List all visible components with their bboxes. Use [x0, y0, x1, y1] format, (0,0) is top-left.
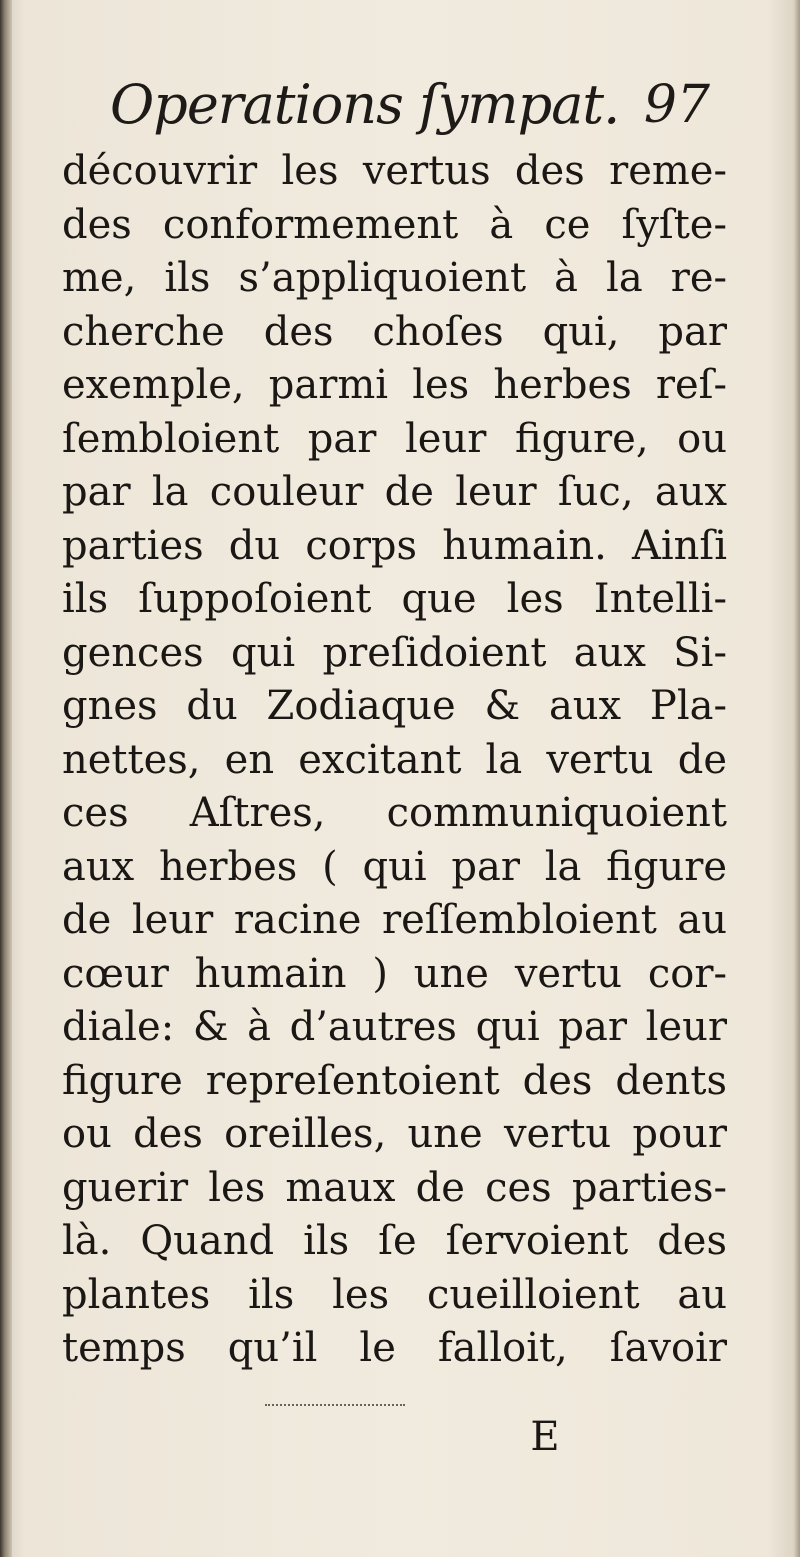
text-line: découvrir les vertus des reme-: [62, 148, 727, 194]
faint-rule: [265, 1404, 405, 1408]
text-line: gences qui preſidoient aux Si-: [62, 629, 727, 676]
text-line: cœur humain ) une vertu cor-: [62, 950, 727, 997]
page-number: 97: [643, 75, 710, 135]
text-line: me, ils s’appliquoient à la re-: [62, 255, 727, 301]
text-line: exemple, parmi les herbes reſ-: [62, 362, 727, 408]
text-line: cherche des choſes qui, par: [62, 308, 727, 355]
text-line: aux herbes ( qui par la figure: [62, 843, 727, 890]
page-gutter-shadow: [0, 0, 12, 1557]
text-line: ils ſuppoſoient que les Intelli-: [62, 576, 727, 622]
text-line: ſembloient par leur figure, ou: [62, 415, 727, 462]
page-edge: [794, 0, 800, 1557]
text-line: plantes ils les cueilloient au: [62, 1271, 727, 1318]
text-line: ces Aſtres, communiquoient: [62, 790, 727, 836]
text-line: là. Quand ils ſe ſervoient des: [62, 1218, 727, 1264]
body-text: [62, 145, 727, 1376]
text-line: de leur racine reſſembloient au: [62, 897, 727, 943]
running-title: Operations ſympat.: [110, 73, 620, 136]
text-line: temps qu’il le falloit, ſavoir: [62, 1325, 727, 1371]
text-line: ou des oreilles, une vertu pour: [62, 1111, 727, 1157]
signature-mark: E: [530, 1414, 560, 1460]
text-line: nettes, en excitant la vertu de: [62, 736, 727, 783]
text-line: gnes du Zodiaque & aux Pla-: [62, 683, 727, 729]
text-line: figure repreſentoient des dents: [62, 1057, 727, 1104]
text-line: diale: & à d’autres qui par leur: [62, 1004, 727, 1050]
text-line: par la couleur de leur ſuc, aux: [62, 469, 727, 515]
text-line: guerir les maux de ces parties-: [62, 1164, 727, 1211]
running-head: [110, 70, 730, 140]
text-line: des conformement à ce ſyſte-: [62, 201, 727, 248]
text-line: parties du corps humain. Ainſi: [62, 522, 727, 569]
